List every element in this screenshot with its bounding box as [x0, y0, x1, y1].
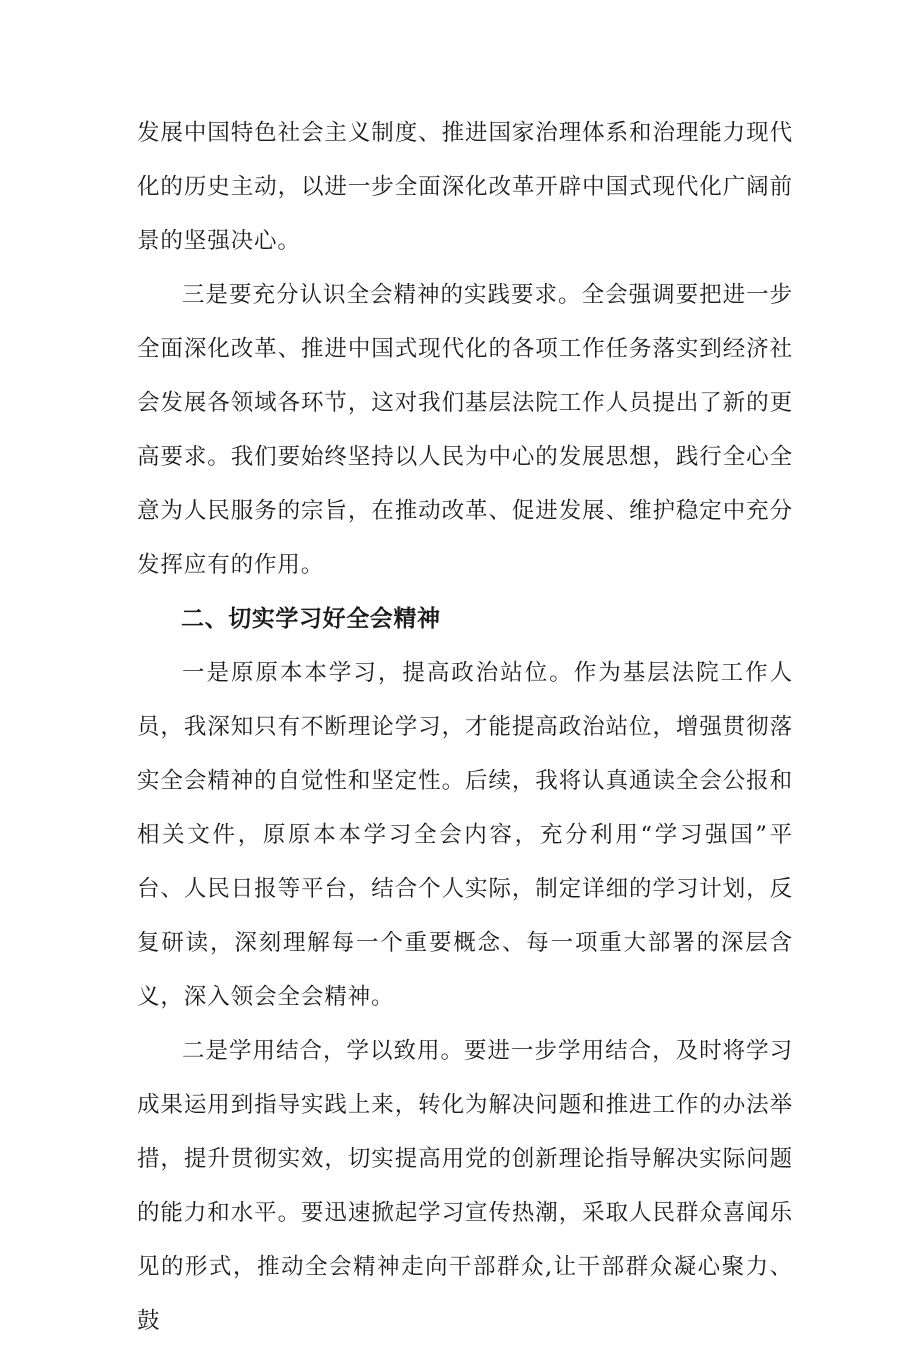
paragraph-continuation: 发展中国特色社会主义制度、推进国家治理体系和治理能力现代化的历史主动，以进一步全面深化改革开辟中国式现代化广阔前景的坚强决心。	[137, 120, 793, 254]
paragraph-practice-requirements: 三是要充分认识全会精神的实践要求。全会强调要把进一步全面深化改革、推进中国式现代化的各项工作任务落实到经济社会发展各领域各环节，这对我们基层法院工作人员提出了新的更高要求。我们要始终坚持以人民为中心的发展思想，践行全心全意为人民服务的宗旨，在推动改革、促进发展、维护稳定中充分发挥应有的作用。	[137, 282, 793, 578]
section-heading: 二、切实学习好全会精神	[181, 606, 441, 632]
paragraph-study-original-text: 一是原原本本学习，提高政治站位。作为基层法院工作人员，我深知只有不断理论学习，才能提高政治站位，增强贯彻落实全会精神的自觉性和坚定性。后续，我将认真通读全会公报和相关文件，原原本本学习全会内容，充分利用“学习强国”平台、人民日报等平台，结合个人实际，制定详细的学习计划，反复研读，深刻理解每一个重要概念、每一项重大部署的深层含义，深入领会全会精神。	[137, 660, 793, 1010]
paragraph-combine-study-and-practice: 二是学用结合，学以致用。要进一步学用结合，及时将学习成果运用到指导实践上来，转化为解决问题和推进工作的办法举措，提升贯彻实效，切实提高用党的创新理论指导解决实际问题的能力和水平。要迅速掀起学习宣传热潮，采取人民群众喜闻乐见的形式，推动全会精神走向干部群众,让干部群众凝心聚力、鼓	[137, 1038, 793, 1334]
document-body	[137, 106, 793, 1348]
